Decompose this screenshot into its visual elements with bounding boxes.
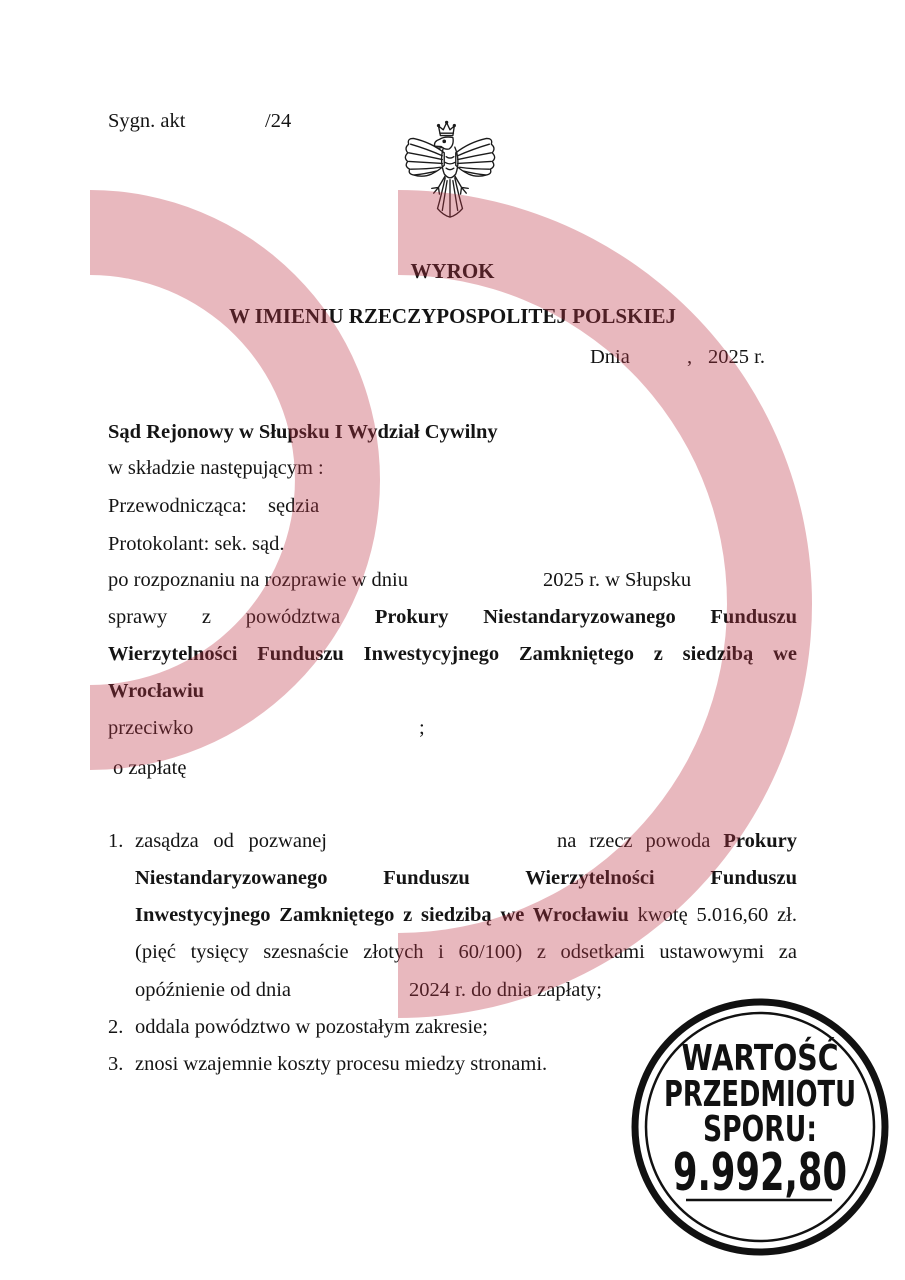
hearing-suffix: 2025 r. w Słupsku: [543, 569, 692, 591]
ruling-2-number: 2.: [108, 1016, 124, 1038]
ruling-1-plaintiff-line-2: Niestandaryzowanego Funduszu Wierzytelności Funduszu: [135, 867, 797, 889]
eagle-emblem: [402, 120, 498, 226]
case-signature-label: Sygn. akt: [108, 110, 186, 132]
court-clerk: Protokolant: sek. sąd.: [108, 533, 285, 555]
hearing-prefix: po rozpoznaniu na rozprawie w dniu: [108, 569, 408, 591]
eagle-wing-left: [405, 138, 444, 176]
stamp-line-1: WARTOŚĆ: [681, 1038, 882, 1079]
ruling-1-line-1-right: [557, 829, 797, 853]
ruling-3-text: znosi wzajemnie koszty procesu miedzy stronami.: [135, 1053, 548, 1075]
ruling-1-line-3: [135, 903, 797, 927]
document-title: WYROK: [410, 259, 495, 283]
ruling-1-plaintiff-line-3: Inwestycyjnego Zamkniętego z siedzibą we Wrocławiu: [135, 904, 629, 926]
court-composition: w składzie następującym :: [108, 457, 324, 479]
case-subject: o zapłatę: [113, 757, 187, 779]
ruling-1-text-to: na rzecz powoda: [557, 830, 711, 852]
presiding-label: Przewodnicząca:: [108, 495, 247, 517]
case-signature-suffix: /24: [265, 110, 292, 132]
eagle-wing-right: [456, 138, 495, 176]
claim-line-1: [108, 605, 797, 629]
date-label: Dnia: [590, 346, 630, 368]
document-subtitle: W IMIENIU RZECZYPOSPOLITEJ POLSKIEJ: [228, 304, 677, 328]
plaintiff-name-line-1: Prokury Niestandaryzowanego Funduszu: [374, 606, 798, 628]
date-year: 2025 r.: [708, 346, 765, 368]
presiding-title: sędzia: [268, 495, 320, 517]
stamp-line-3: SPORU:: [703, 1109, 817, 1150]
ruling-1-plaintiff-line-1: Prokury: [723, 830, 797, 852]
stamp-value: 9.992,80: [673, 1143, 847, 1203]
stamp-line-2: PRZEDMIOTU: [664, 1074, 856, 1115]
court-name: Sąd Rejonowy w Słupsku I Wydział Cywilny: [108, 421, 498, 443]
ruling-3-number: 3.: [108, 1053, 124, 1075]
plaintiff-name-line-2: Wierzytelności Funduszu Inwestycyjnego Zamkniętego z siedzibą we: [108, 643, 797, 665]
against-end: ;: [419, 717, 425, 739]
ruling-1-text-start: zasądza od pozwanej: [135, 830, 327, 852]
ruling-1-interest-to: 2024 r. do dnia zapłaty;: [409, 979, 602, 1001]
value-stamp: [630, 996, 890, 1258]
ruling-1-interest-from: opóźnienie od dnia: [135, 979, 291, 1001]
against-label: przeciwko: [108, 717, 194, 739]
ruling-1-number: 1.: [108, 830, 124, 852]
ruling-1-amount-words: (pięć tysięcy szesnaście złotych i 60/100) z odsetkami ustawowymi za: [135, 941, 797, 963]
claim-prefix: sprawy z powództwa: [108, 606, 341, 628]
date-comma: ,: [687, 346, 693, 368]
eagle-crown: [438, 121, 456, 135]
plaintiff-name-line-3: Wrocławiu: [108, 680, 205, 702]
ruling-1-amount: kwotę 5.016,60 zł.: [637, 904, 797, 926]
ruling-2-text: oddala powództwo w pozostałym zakresie;: [135, 1016, 488, 1038]
